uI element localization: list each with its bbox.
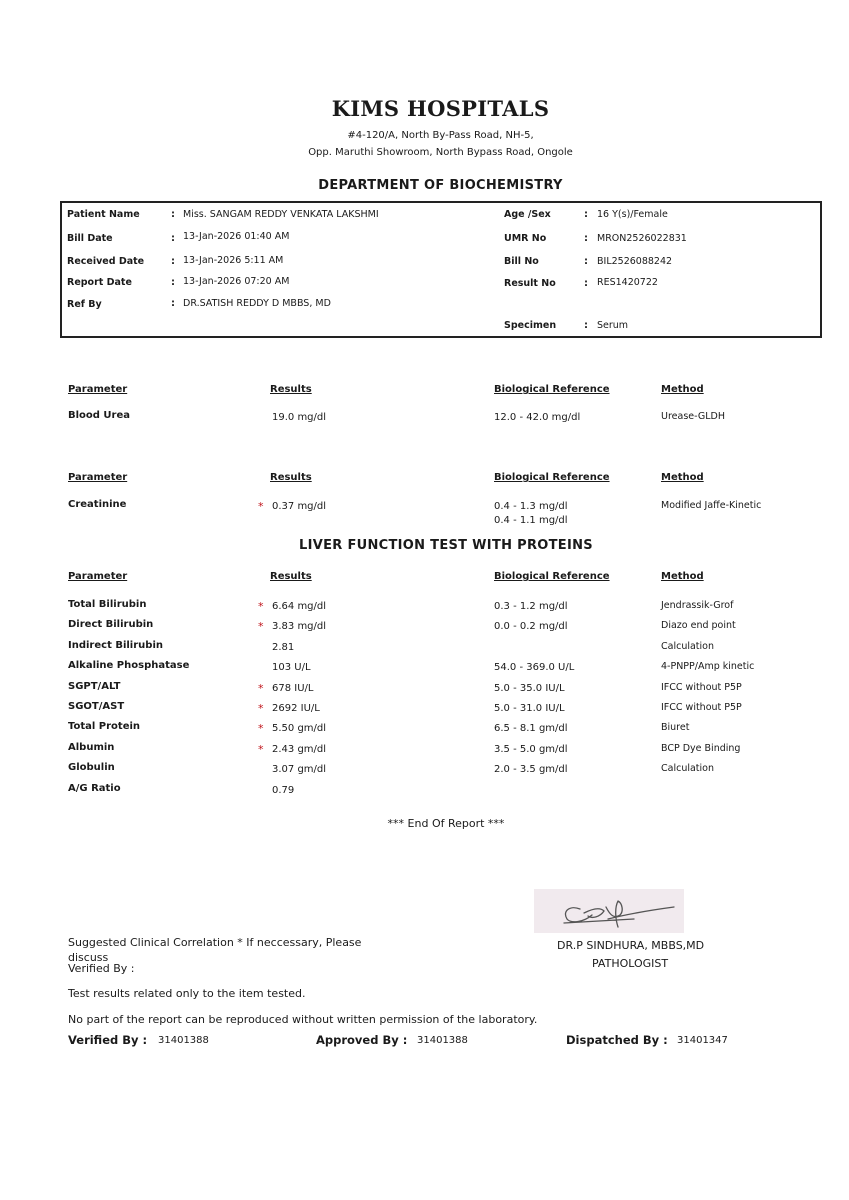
clinical-correlation-line-1: Suggested Clinical Correlation * If neccessary, Please <box>68 936 362 949</box>
lft-parameter: Globulin <box>68 762 115 773</box>
colon: : <box>171 298 175 309</box>
lft-result: 678 IU/L <box>272 683 314 694</box>
lft-parameter: Direct Bilirubin <box>68 619 154 630</box>
lft-section-title: LIVER FUNCTION TEST WITH PROTEINS <box>299 538 593 553</box>
header-reference: Biological Reference <box>494 472 610 483</box>
urea-parameter: Blood Urea <box>68 410 131 421</box>
age-sex-label: Age /Sex <box>504 209 551 220</box>
hospital-name: KIMS HOSPITALS <box>331 96 550 121</box>
abnormal-flag: * <box>258 722 264 735</box>
colon: : <box>171 277 175 288</box>
signature-icon <box>534 889 684 933</box>
address-line-2: Opp. Maruthi Showroom, North Bypass Road, Ongole <box>308 147 573 158</box>
lft-parameter: Indirect Bilirubin <box>68 640 163 651</box>
dispatched-by-label: Dispatched By : <box>566 1033 668 1047</box>
lft-result: 2.81 <box>272 642 295 653</box>
patient-name-label: Patient Name <box>67 209 140 220</box>
department-title: DEPARTMENT OF BIOCHEMISTRY <box>318 178 563 193</box>
urea-reference: 12.0 - 42.0 mg/dl <box>494 412 581 423</box>
lft-reference: 0.0 - 0.2 mg/dl <box>494 621 568 632</box>
lft-result: 3.07 gm/dl <box>272 764 327 775</box>
result-no-value: RES1420722 <box>597 277 658 288</box>
colon: : <box>584 209 588 220</box>
lft-result: 0.79 <box>272 785 295 796</box>
colon: : <box>171 256 175 267</box>
result-no-label: Result No <box>504 278 556 289</box>
lft-reference: 3.5 - 5.0 gm/dl <box>494 744 568 755</box>
abnormal-flag: * <box>258 600 264 613</box>
header-method: Method <box>661 472 704 483</box>
lft-method: Jendrassik-Grof <box>661 600 734 611</box>
umr-label: UMR No <box>504 233 547 244</box>
header-parameter: Parameter <box>68 384 128 395</box>
dispatched-by-value: 31401347 <box>677 1035 728 1046</box>
lft-parameter: A/G Ratio <box>68 783 121 794</box>
end-of-report: *** End Of Report *** <box>387 817 505 830</box>
lft-method: Diazo end point <box>661 620 736 631</box>
specimen-value: Serum <box>597 320 629 331</box>
verified-by-value: 31401388 <box>158 1035 209 1046</box>
patient-info-box <box>60 201 822 338</box>
lft-reference: 54.0 - 369.0 U/L <box>494 662 575 673</box>
lft-result: 2.43 gm/dl <box>272 744 327 755</box>
lft-method: Biuret <box>661 722 690 733</box>
header-reference: Biological Reference <box>494 384 610 395</box>
lft-method: IFCC without P5P <box>661 682 742 693</box>
header-results: Results <box>270 571 312 582</box>
lft-parameter: SGOT/AST <box>68 701 125 712</box>
lft-parameter: Alkaline Phosphatase <box>68 660 190 671</box>
urea-result: 19.0 mg/dl <box>272 412 327 423</box>
lft-reference: 2.0 - 3.5 gm/dl <box>494 764 568 775</box>
lft-method: 4-PNPP/Amp kinetic <box>661 661 755 672</box>
header-results: Results <box>270 472 312 483</box>
patient-name-value: Miss. SANGAM REDDY VENKATA LAKSHMI <box>183 209 379 220</box>
creatinine-parameter: Creatinine <box>68 499 127 510</box>
doctor-name: DR.P SINDHURA, MBBS,MD <box>557 939 705 952</box>
urea-method: Urease-GLDH <box>661 411 725 422</box>
lft-method: Calculation <box>661 763 714 774</box>
signature-image <box>534 889 684 933</box>
lft-parameter: Total Protein <box>68 721 141 732</box>
approved-by-value: 31401388 <box>417 1035 468 1046</box>
colon: : <box>584 233 588 244</box>
lft-method: Calculation <box>661 641 714 652</box>
lft-result: 5.50 gm/dl <box>272 723 327 734</box>
received-date-label: Received Date <box>67 256 145 267</box>
disclaimer-2: No part of the report can be reproduced without written permission of the laboratory. <box>68 1013 538 1026</box>
verified-by-label: Verified By : <box>68 1033 148 1047</box>
creatinine-result: 0.37 mg/dl <box>272 501 327 512</box>
header-parameter: Parameter <box>68 472 128 483</box>
lft-reference: 6.5 - 8.1 gm/dl <box>494 723 568 734</box>
report-date-label: Report Date <box>67 277 132 288</box>
lft-result: 6.64 mg/dl <box>272 601 327 612</box>
creatinine-reference-1: 0.4 - 1.3 mg/dl <box>494 501 568 512</box>
ref-by-label: Ref By <box>67 299 102 310</box>
ref-by-value: DR.SATISH REDDY D MBBS, MD <box>183 298 331 309</box>
disclaimer-1: Test results related only to the item tested. <box>68 987 306 1000</box>
doctor-title: PATHOLOGIST <box>592 957 669 970</box>
colon: : <box>171 233 175 244</box>
lft-reference: 5.0 - 35.0 IU/L <box>494 683 565 694</box>
lft-reference: 5.0 - 31.0 IU/L <box>494 703 565 714</box>
specimen-label: Specimen <box>504 320 557 331</box>
colon: : <box>584 278 588 289</box>
report-date-value: 13-Jan-2026 07:20 AM <box>183 276 290 287</box>
header-parameter: Parameter <box>68 571 128 582</box>
bill-date-value: 13-Jan-2026 01:40 AM <box>183 231 290 242</box>
age-sex-value: 16 Y(s)/Female <box>597 209 668 220</box>
lft-method: IFCC without P5P <box>661 702 742 713</box>
lft-result: 3.83 mg/dl <box>272 621 327 632</box>
lft-result: 103 U/L <box>272 662 311 673</box>
bill-no-label: Bill No <box>504 256 539 267</box>
address-line-1: #4-120/A, North By-Pass Road, NH-5, <box>347 130 534 141</box>
colon: : <box>171 209 175 220</box>
received-date-value: 13-Jan-2026 5:11 AM <box>183 255 284 266</box>
approved-by-label: Approved By : <box>316 1033 408 1047</box>
header-method: Method <box>661 384 704 395</box>
abnormal-flag: * <box>258 702 264 715</box>
lft-parameter: Albumin <box>68 742 115 753</box>
lft-reference: 0.3 - 1.2 mg/dl <box>494 601 568 612</box>
creatinine-method: Modified Jaffe-Kinetic <box>661 500 762 511</box>
abnormal-flag: * <box>258 682 264 695</box>
colon: : <box>584 320 588 331</box>
colon: : <box>584 256 588 267</box>
abnormal-flag: * <box>258 620 264 633</box>
lft-result: 2692 IU/L <box>272 703 320 714</box>
lft-parameter: SGPT/ALT <box>68 681 121 692</box>
lft-method: BCP Dye Binding <box>661 743 741 754</box>
lft-parameter: Total Bilirubin <box>68 599 147 610</box>
umr-value: MRON2526022831 <box>597 233 687 244</box>
abnormal-flag: * <box>258 743 264 756</box>
clinical-correlation-line-2: discuss <box>68 951 109 964</box>
header-reference: Biological Reference <box>494 571 610 582</box>
bill-no-value: BIL2526088242 <box>597 256 673 267</box>
bill-date-label: Bill Date <box>67 233 113 244</box>
verified-by-line: Verified By : <box>68 962 135 975</box>
abnormal-flag: * <box>258 500 264 513</box>
header-method: Method <box>661 571 704 582</box>
creatinine-reference-2: 0.4 - 1.1 mg/dl <box>494 515 568 526</box>
header-results: Results <box>270 384 312 395</box>
